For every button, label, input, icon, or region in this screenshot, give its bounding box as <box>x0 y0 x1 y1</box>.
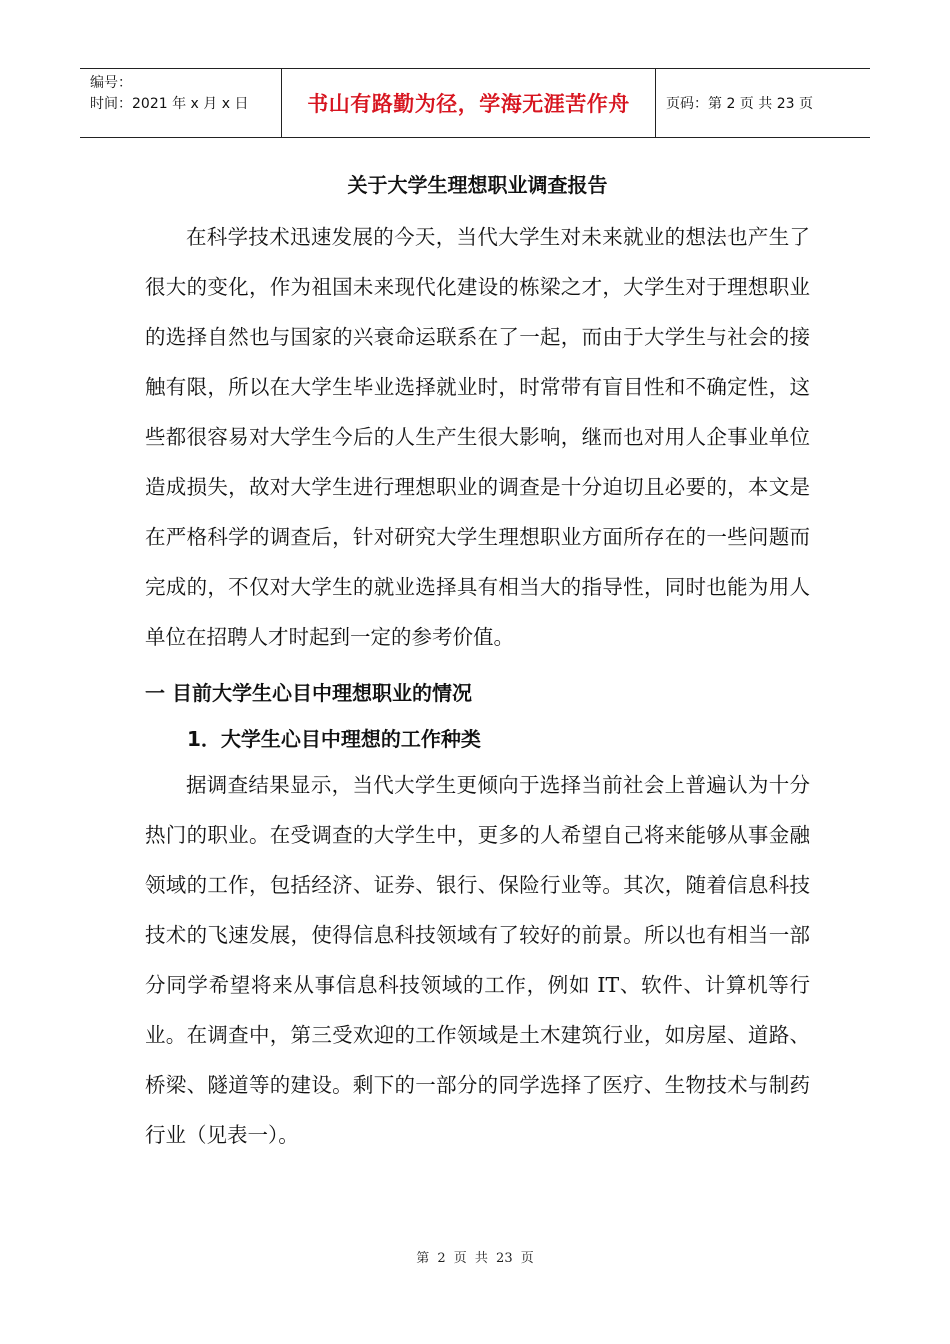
page-footer: 第 2 页 共 23 页 <box>416 1251 534 1266</box>
subsection-heading: 1．大学生心目中理想的工作种类 <box>187 727 481 751</box>
section-heading: 一 目前大学生心目中理想职业的情况 <box>145 681 472 705</box>
doc-number-label: 编号： <box>90 75 132 91</box>
page-header <box>80 68 870 138</box>
header-page-info: 页码：第 2 页 共 23 页 <box>666 96 813 112</box>
header-motto: 书山有路勤为径，学海无涯苦作舟 <box>282 69 656 137</box>
document-body <box>145 170 810 1160</box>
intro-paragraph: 在科学技术迅速发展的今天，当代大学生对未来就业的想法也产生了很大的变化，作为祖国未来现代化建设的栋梁之才，大学生对于理想职业的选择自然也与国家的兴衰命运联系在了一起，而由于大学生与社会的接触有限，所以在大学生毕业选择就业时，时常带有盲目性和不确定性，这些都很容易对大学生今后的人生产生很大影响，继而也对用人企事业单位造成损失，故对大学生进行理想职业的调查是十分迫切且必要的，本文是在严格科学的调查后，针对研究大学生理想职业方面所存在的一些问题而完成的，不仅对大学生的就业选择具有相当大的指导性，同时也能为用人单位在招聘人才时起到一定的参考价值。 <box>145 225 810 649</box>
document-title: 关于大学生理想职业调查报告 <box>347 173 608 197</box>
header-meta <box>80 69 282 137</box>
subsection-paragraph: 据调查结果显示，当代大学生更倾向于选择当前社会上普遍认为十分热门的职业。在受调查的大学生中，更多的人希望自己将来能够从事金融领域的工作，包括经济、证券、银行、保险行业等。其次，随着信息科技技术的飞速发展，使得信息科技领域有了较好的前景。所以也有相当一部分同学希望将来从事信息科技领域的工作，例如 IT、软件、计算机等行业。在调查中，第三受欢迎的工作领域是土木建筑行业，如房屋、道路、桥梁、隧道等的建设。剩下的一部分的同学选择了医疗、生物技术与制药行业（见表一）。 <box>145 773 810 1147</box>
doc-date: 时间：2021 年 x 月 x 日 <box>90 96 249 112</box>
